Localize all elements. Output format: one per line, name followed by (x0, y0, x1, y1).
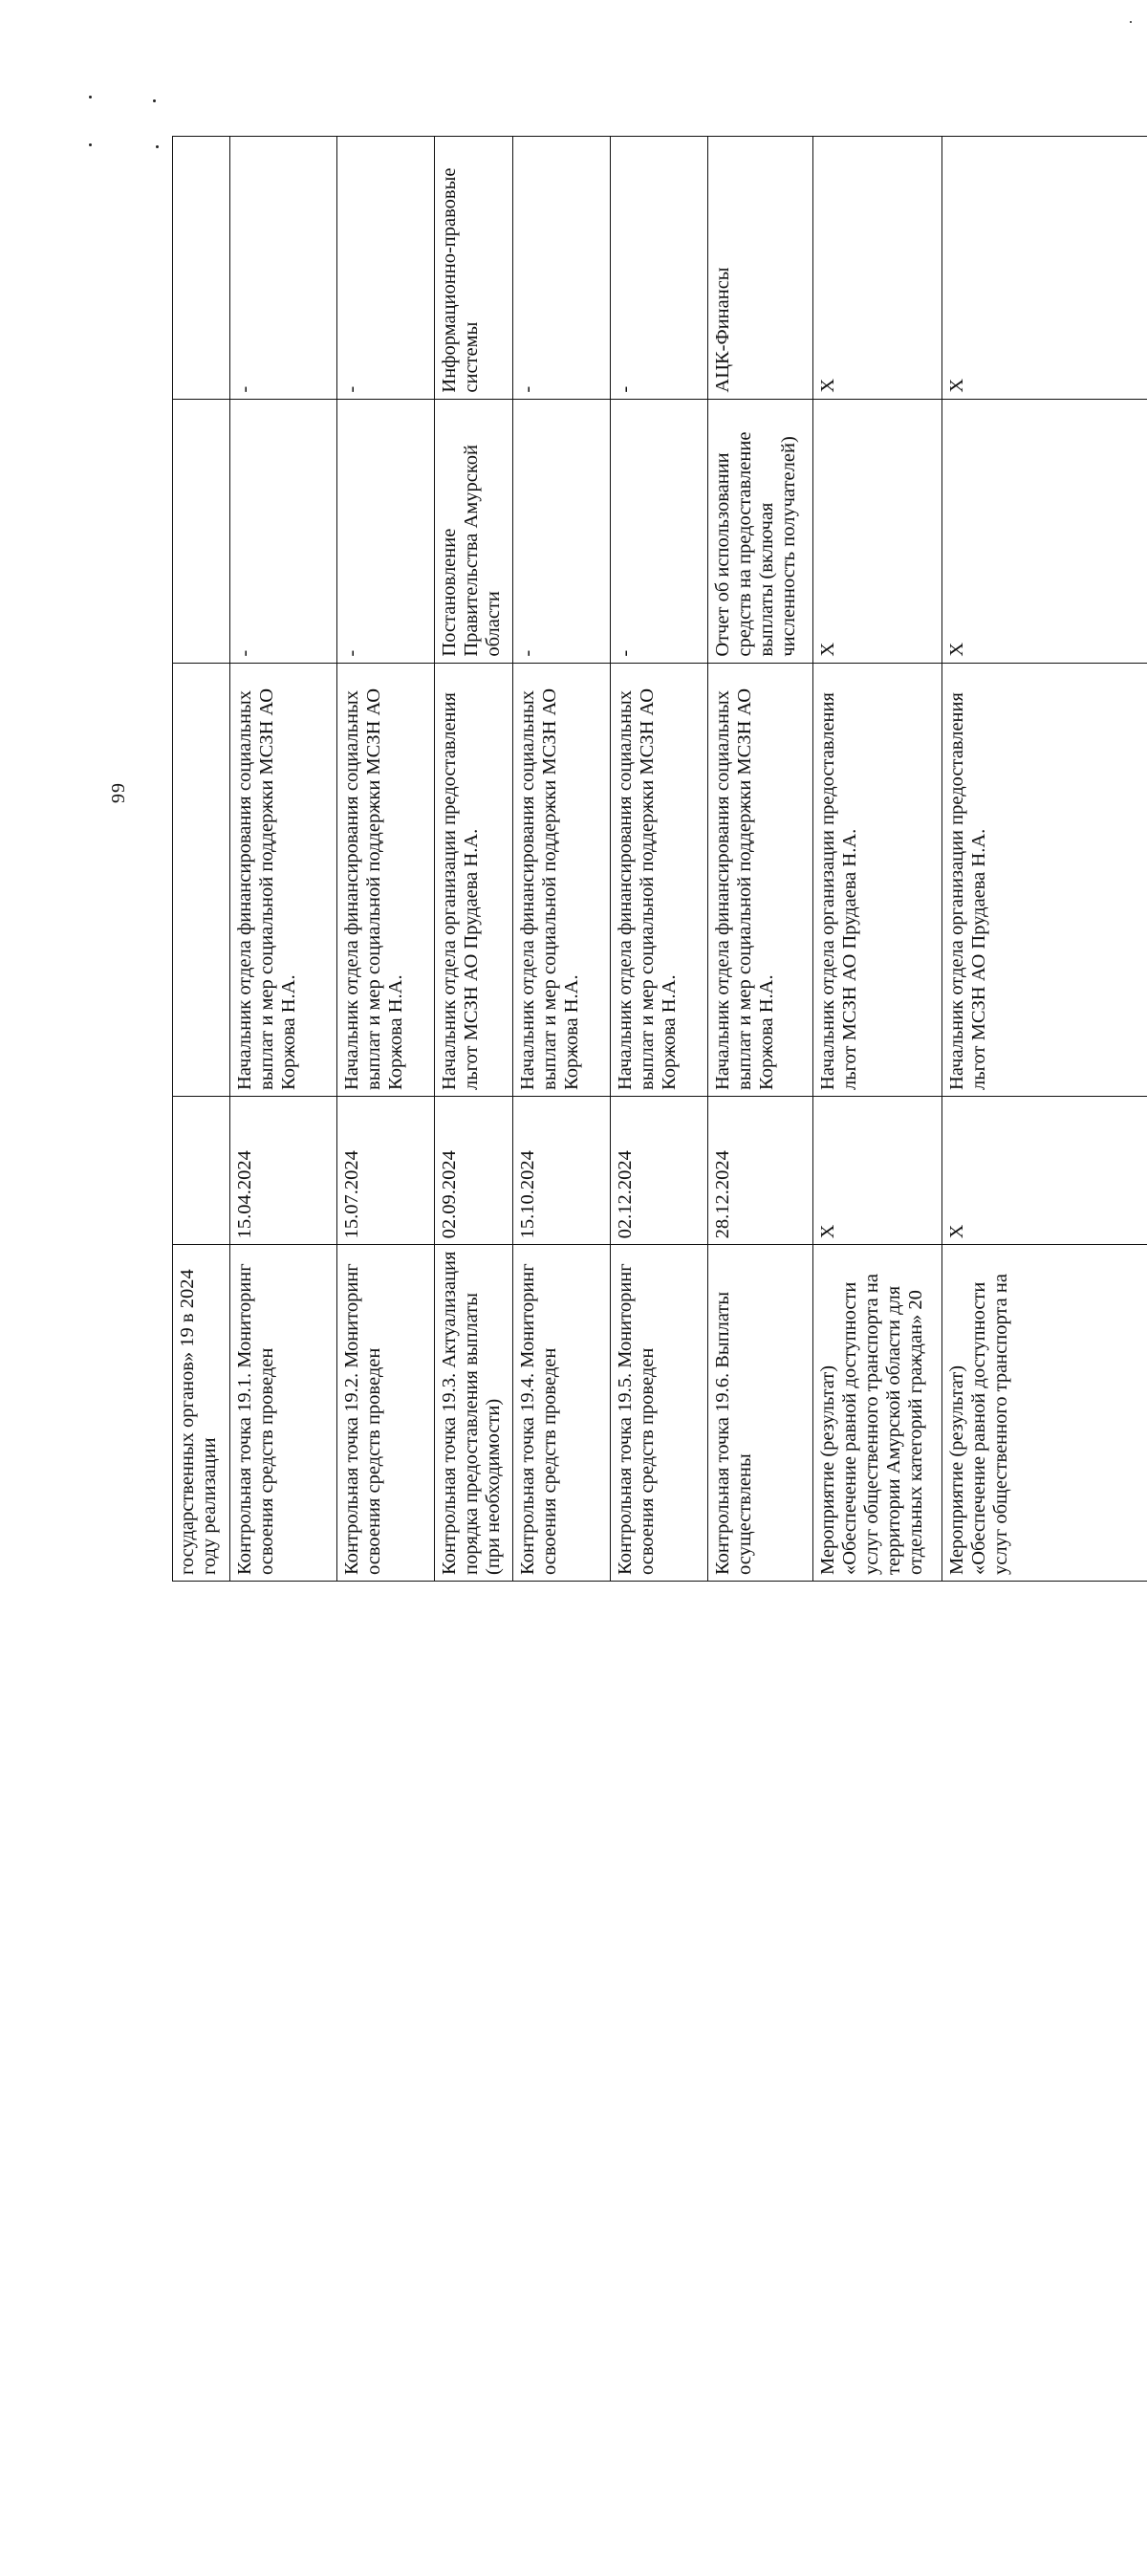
cell-name: Контрольная точка 19.6. Выплаты осуществлены (708, 1245, 813, 1582)
cell-name: Мероприятие (результат) «Обеспечение равной доступности услуг общественного транспорта на (942, 1245, 1147, 1582)
table-row (173, 137, 230, 1582)
table-row (611, 137, 708, 1582)
cell-system: АЦК-Финансы (708, 137, 813, 400)
cell-document: - (513, 399, 611, 663)
table-row (230, 137, 337, 1582)
cell-date: 28.12.2024 (708, 1096, 813, 1244)
cell-date (173, 1096, 230, 1244)
scan-speck (1130, 21, 1132, 23)
cell-responsible: Начальник отдела финансирования социальных выплат и мер социальной поддержки МСЗН АО Коржова Н.А. (708, 663, 813, 1096)
cell-name: Контрольная точка 19.4. Мониторинг освоения средств проведен (513, 1245, 611, 1582)
schedule-table (172, 136, 1147, 1582)
table-row (942, 137, 1147, 1582)
cell-date: X (942, 1096, 1147, 1244)
table-row (513, 137, 611, 1582)
cell-document: Постановление Правительства Амурской области (435, 399, 513, 663)
cell-date: X (813, 1096, 942, 1244)
cell-responsible: Начальник отдела организации предоставления льгот МСЗН АО Прудаева Н.А. (813, 663, 942, 1096)
scan-speck (89, 96, 92, 98)
cell-system: X (813, 137, 942, 400)
cell-name: Контрольная точка 19.3. Актуализация порядка предоставления выплаты (при необходимости) (435, 1245, 513, 1582)
scan-speck (156, 145, 159, 148)
cell-system: - (337, 137, 435, 400)
page-number: 99 (109, 782, 128, 803)
cell-responsible: Начальник отдела финансирования социальных выплат и мер социальной поддержки МСЗН АО Коржова Н.А. (337, 663, 435, 1096)
cell-responsible: Начальник отдела организации предоставления льгот МСЗН АО Прудаева Н.А. (942, 663, 1147, 1096)
table-row (337, 137, 435, 1582)
cell-system (173, 137, 230, 400)
cell-date: 15.10.2024 (513, 1096, 611, 1244)
cell-name: государственных органов» 19 в 2024 году реализации (173, 1245, 230, 1582)
cell-system: - (513, 137, 611, 400)
table-row (435, 137, 513, 1582)
cell-date: 02.12.2024 (611, 1096, 708, 1244)
cell-responsible: Начальник отдела финансирования социальных выплат и мер социальной поддержки МСЗН АО Коржова Н.А. (513, 663, 611, 1096)
cell-document: - (611, 399, 708, 663)
cell-document: - (230, 399, 337, 663)
cell-name: Контрольная точка 19.2. Мониторинг освоения средств проведен (337, 1245, 435, 1582)
table-row (813, 137, 942, 1582)
cell-document: Отчет об использовании средств на предоставление выплаты (включая численность получателей) (708, 399, 813, 663)
table-row (708, 137, 813, 1582)
cell-system: X (942, 137, 1147, 400)
cell-responsible: Начальник отдела финансирования социальных выплат и мер социальной поддержки МСЗН АО Коржова Н.А. (611, 663, 708, 1096)
cell-responsible (173, 663, 230, 1096)
cell-name: Контрольная точка 19.1. Мониторинг освоения средств проведен (230, 1245, 337, 1582)
cell-date: 15.04.2024 (230, 1096, 337, 1244)
table-container (172, 1582, 1147, 2576)
cell-name: Мероприятие (результат) «Обеспечение равной доступности услуг общественного транспорта на территории Амурской области для отдельных категорий граждан» 20 (813, 1245, 942, 1582)
cell-date: 15.07.2024 (337, 1096, 435, 1244)
cell-system: - (230, 137, 337, 400)
cell-responsible: Начальник отдела организации предоставления льгот МСЗН АО Прудаева Н.А. (435, 663, 513, 1096)
cell-system: - (611, 137, 708, 400)
cell-responsible: Начальник отдела финансирования социальных выплат и мер социальной поддержки МСЗН АО Коржова Н.А. (230, 663, 337, 1096)
cell-document (173, 399, 230, 663)
cell-date: 02.09.2024 (435, 1096, 513, 1244)
cell-name: Контрольная точка 19.5. Мониторинг освоения средств проведен (611, 1245, 708, 1582)
cell-system: Информационно-правовые системы (435, 137, 513, 400)
scan-speck (89, 143, 92, 146)
cell-document: X (813, 399, 942, 663)
cell-document: - (337, 399, 435, 663)
scan-speck (153, 99, 156, 102)
cell-document: X (942, 399, 1147, 663)
